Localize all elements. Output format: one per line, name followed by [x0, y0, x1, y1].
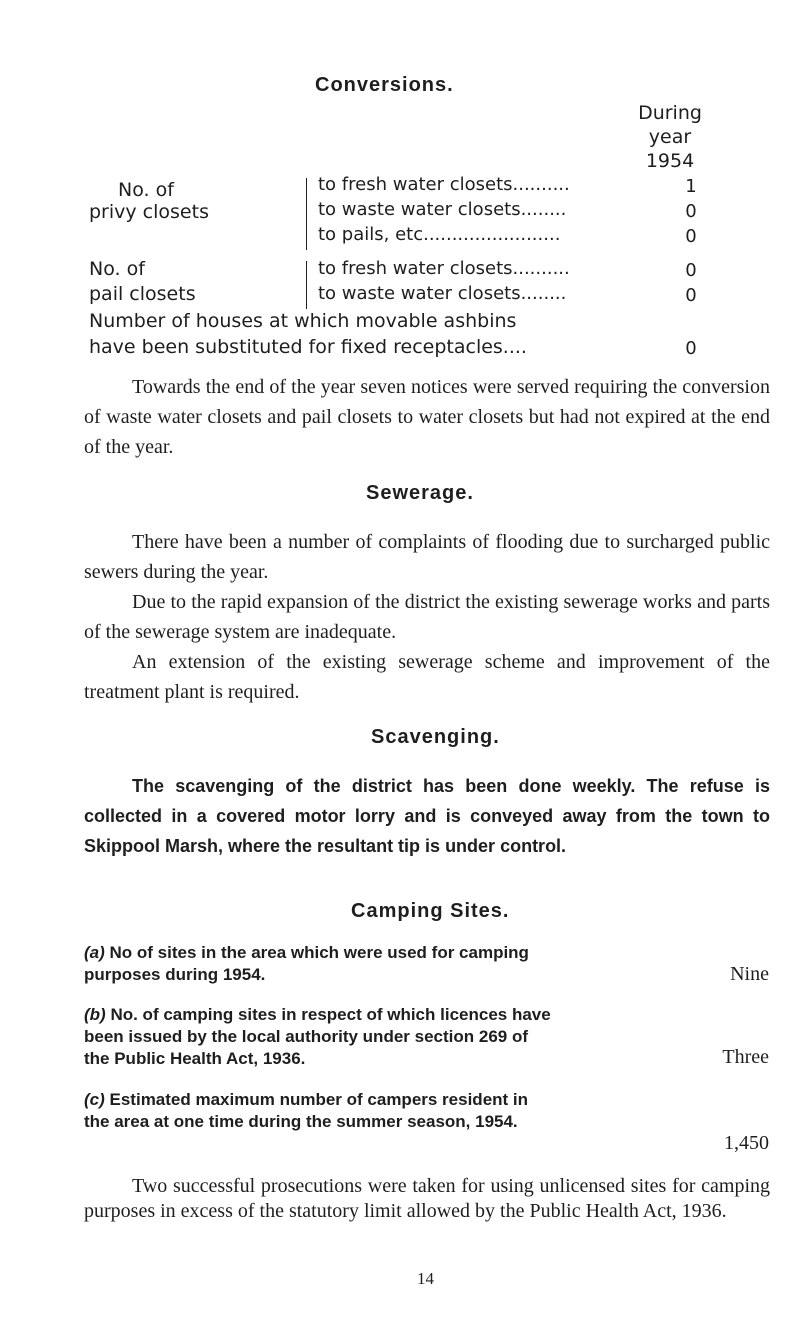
privy-row-label: to fresh water closets..........	[318, 174, 570, 195]
pail-row-value: 0	[685, 285, 697, 306]
camping-item	[84, 1089, 554, 1133]
scavenging-heading: Scavenging.	[371, 726, 500, 748]
camping-note	[84, 1174, 770, 1224]
column-header-line: 1954	[645, 150, 695, 172]
camping-item	[84, 942, 554, 986]
sewerage-heading: Sewerage.	[366, 482, 474, 504]
pail-row-label: to fresh water closets..........	[318, 258, 570, 279]
pail-label-line1: No. of	[89, 258, 145, 280]
camping-heading: Camping Sites.	[351, 900, 510, 922]
column-header	[622, 101, 718, 173]
pail-row-label: to waste water closets........	[318, 283, 567, 304]
privy-row-value: 0	[685, 226, 697, 247]
privy-row-value: 1	[685, 176, 697, 197]
sewerage-paragraph: There have been a number of complaints of flooding due to surcharged public sewers during the year.	[84, 531, 770, 583]
sewerage-body	[84, 527, 770, 707]
sewerage-paragraph: An extension of the existing sewerage scheme and improvement of the treatment plant is required.	[84, 651, 770, 703]
column-header-line: year	[648, 126, 692, 148]
ashbins-value: 0	[685, 338, 697, 359]
camping-item	[84, 1004, 554, 1070]
pail-label-line2: pail closets	[89, 283, 196, 305]
camping-item-value: Three	[722, 1046, 769, 1068]
camping-item-marker: (c)	[84, 1090, 105, 1109]
camping-item-text: Estimated maximum number of campers resident in the area at one time during the summer season, 1954.	[84, 1090, 529, 1131]
scavenging-body	[84, 771, 770, 861]
camping-item-marker: (a)	[84, 943, 105, 962]
ashbins-line: have been substituted for fixed receptacles....	[89, 336, 527, 358]
privy-label-line2: privy closets	[89, 201, 209, 223]
pail-brace	[306, 261, 307, 309]
camping-item-value: 1,450	[724, 1132, 769, 1154]
camping-item-text: No of sites in the area which were used for camping purposes during 1954.	[84, 943, 529, 984]
privy-brace	[306, 178, 307, 250]
conversions-heading: Conversions.	[315, 74, 454, 96]
conversions-note	[84, 372, 770, 462]
privy-row-label: to pails, etc........................	[318, 224, 561, 245]
privy-row-value: 0	[685, 201, 697, 222]
camping-item-text: No. of camping sites in respect of which licences have been issued by the local authority under section 269 of the Public Health Act, 1936.	[84, 1005, 551, 1068]
conversions-note-text: Towards the end of the year seven notices were served requiring the conversion of waste water closets and pail closets to water closets but had not expired at the end of the year.	[84, 376, 770, 458]
page-number: 14	[417, 1269, 434, 1288]
scavenging-paragraph: The scavenging of the district has been done weekly. The refuse is collected in a covered motor lorry and is conveyed away from the town to Skippool Marsh, where the resultant tip is under control.	[84, 776, 770, 856]
privy-label-line1: No. of	[118, 179, 174, 201]
column-header-line: During	[638, 102, 702, 124]
pail-row-value: 0	[685, 260, 697, 281]
ashbins-line: Number of houses at which movable ashbins	[89, 310, 517, 332]
camping-note-text: Two successful prosecutions were taken for using unlicensed sites for camping purposes in excess of the statutory limit allowed by the Public Health Act, 1936.	[84, 1175, 770, 1222]
privy-row-label: to waste water closets........	[318, 199, 567, 220]
camping-item-marker: (b)	[84, 1005, 106, 1024]
camping-item-value: Nine	[730, 963, 769, 985]
sewerage-paragraph: Due to the rapid expansion of the district the existing sewerage works and parts of the sewerage system are inadequate.	[84, 591, 770, 643]
